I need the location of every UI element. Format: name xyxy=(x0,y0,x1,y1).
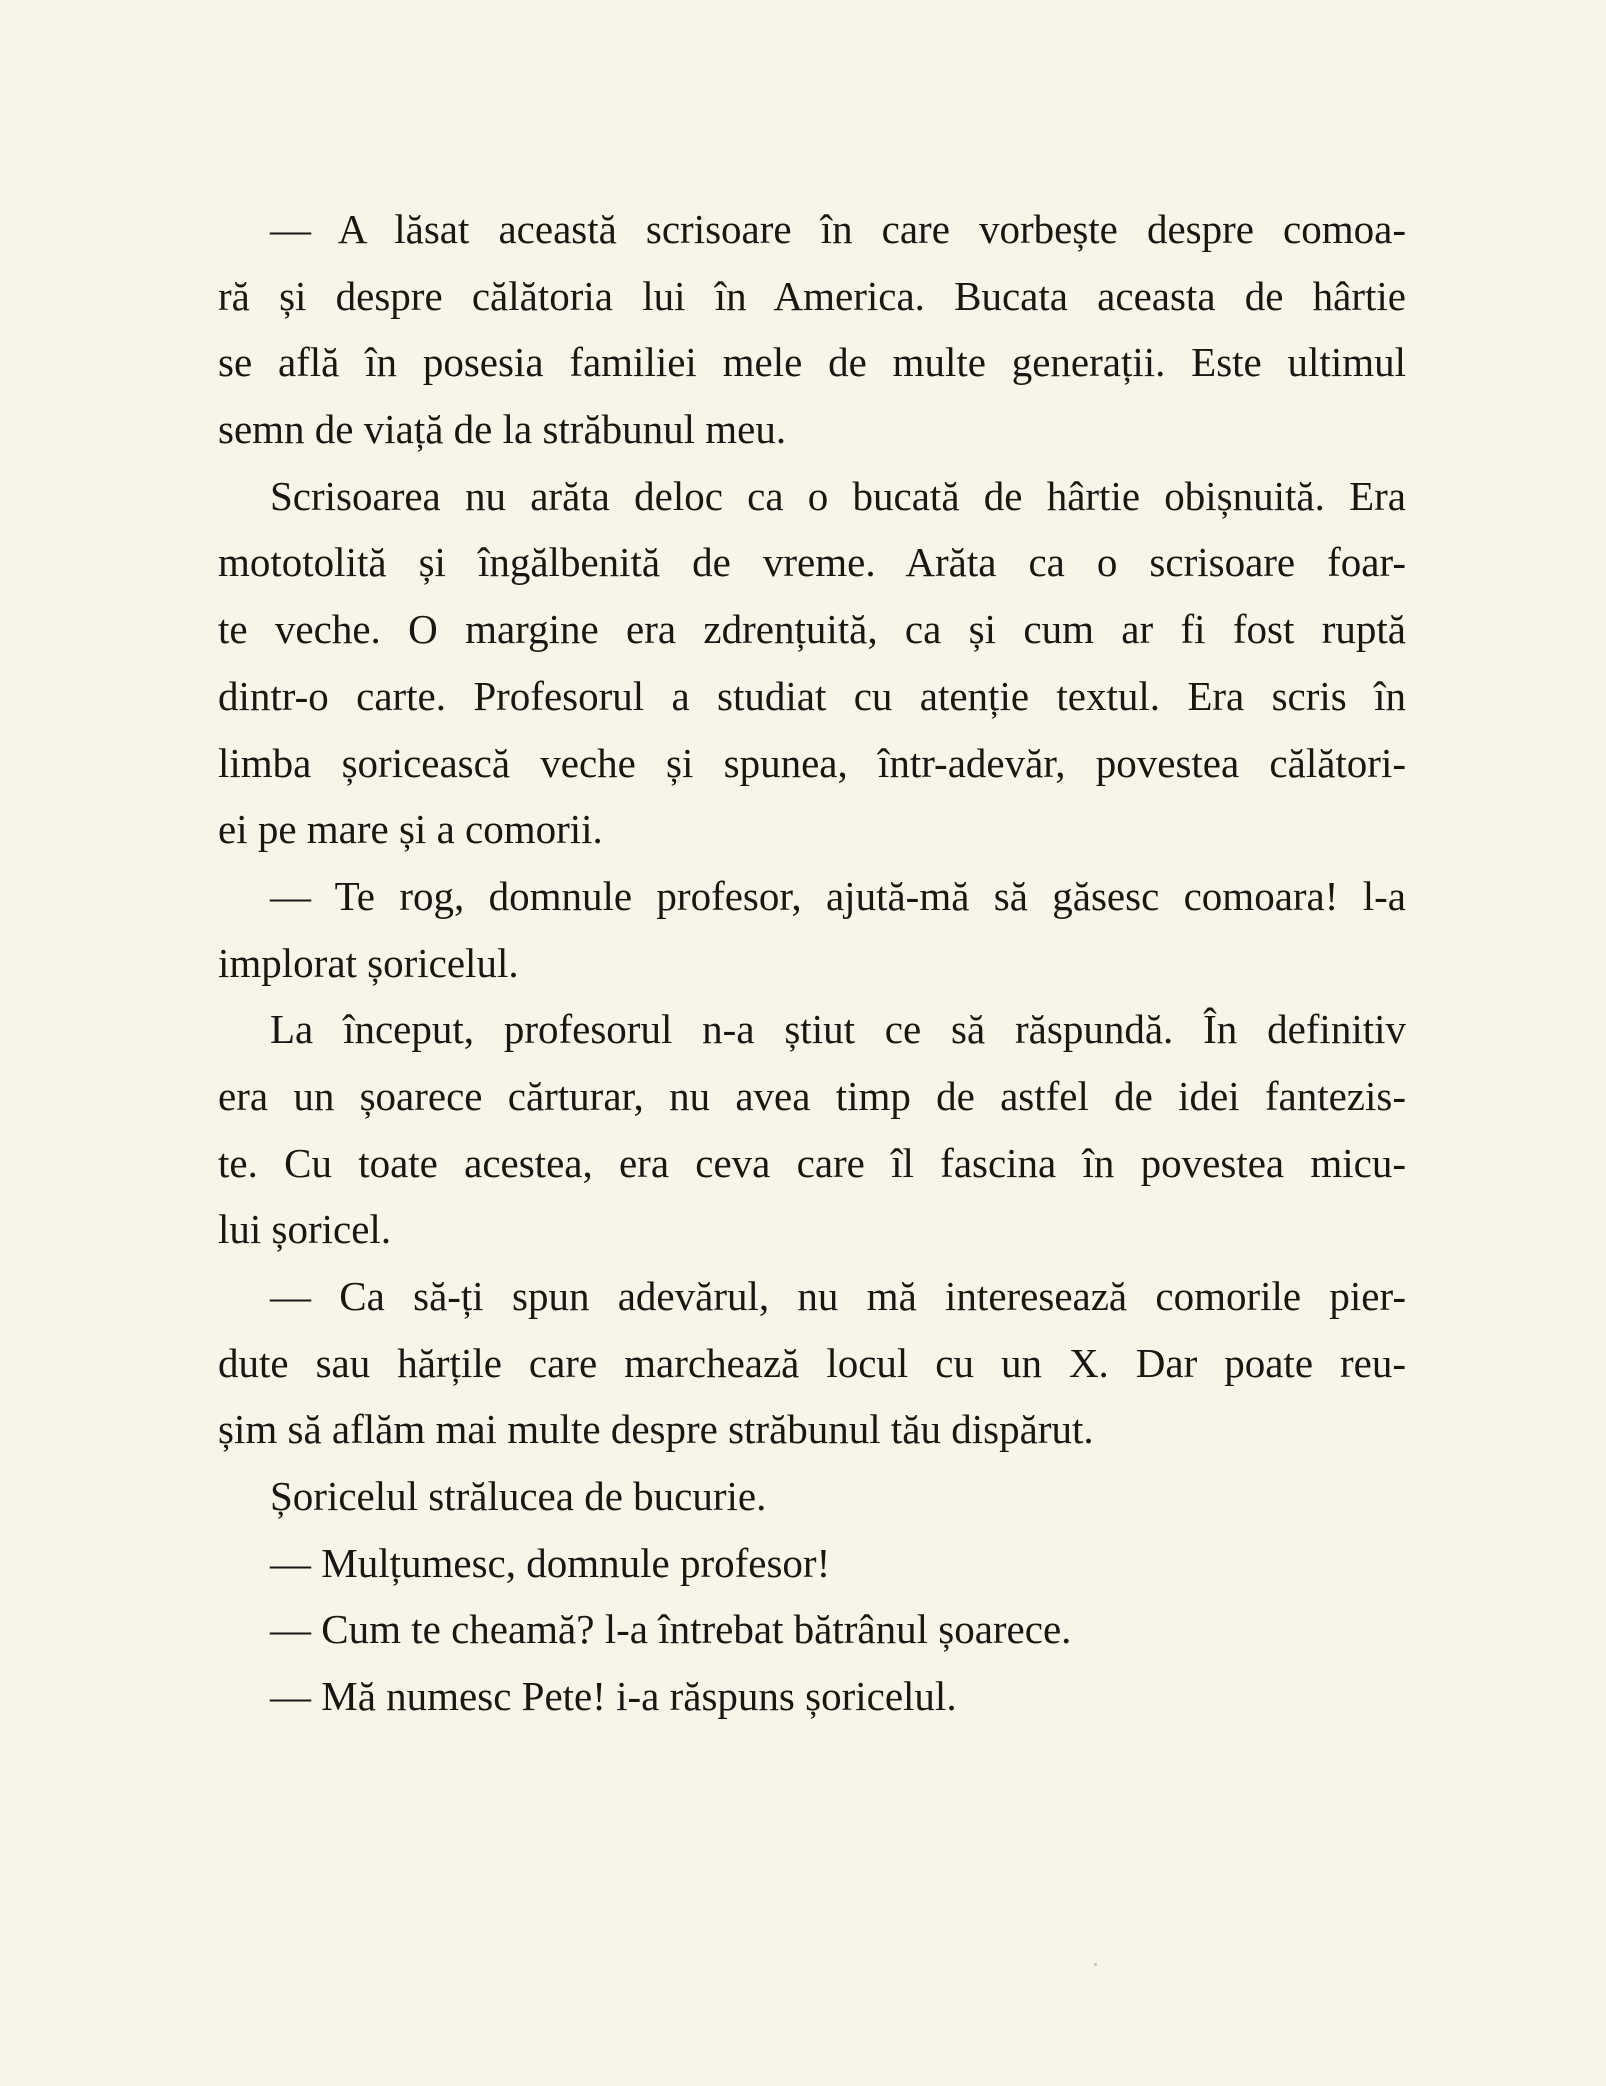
text-line: lui șoricel. xyxy=(218,1206,392,1253)
text-line: — Mă numesc Pete! i-a răspuns șoricelul. xyxy=(270,1673,957,1720)
text-line: dintr-o carte. Profesorul a studiat cu atenție textul. Era scris în xyxy=(218,672,1406,719)
text-line: — A lăsat această scrisoare în care vorbește despre comoa- xyxy=(270,206,1406,252)
text-line: semn de viață de la străbunul meu. xyxy=(218,406,787,453)
text-line: te. Cu toate acestea, era ceva care îl fascina în povestea micu- xyxy=(218,1139,1406,1186)
text-line: limba șoricească veche și spunea, într-adevăr, povestea călători- xyxy=(218,739,1406,786)
text-line: ei pe mare și a comorii. xyxy=(218,806,603,853)
text-line: — Ca să-ți spun adevărul, nu mă interesează comorile pier- xyxy=(270,1273,1406,1319)
text-line: Șoricelul strălucea de bucurie. xyxy=(270,1473,767,1520)
text-line: ră și despre călătoria lui în America. Bucata aceasta de hârtie xyxy=(218,272,1406,319)
body-text xyxy=(218,196,1406,1730)
text-line: se află în posesia familiei mele de multe generații. Este ultimul xyxy=(218,339,1406,386)
text-line: era un șoarece cărturar, nu avea timp de astfel de idei fantezis- xyxy=(218,1072,1406,1119)
text-line: dute sau hărțile care marchează locul cu un X. Dar poate reu- xyxy=(218,1339,1406,1386)
text-line: te veche. O margine era zdrențuită, ca și cum ar fi fost ruptă xyxy=(218,606,1406,653)
text-line: — Cum te cheamă? l-a întrebat bătrânul șoarece. xyxy=(270,1606,1072,1653)
text-line: Scrisoarea nu arăta deloc ca o bucată de hârtie obișnuită. Era xyxy=(270,472,1406,519)
text-line: implorat șoricelul. xyxy=(218,939,519,986)
text-line: — Te rog, domnule profesor, ajută-mă să găsesc comoara! l-a xyxy=(270,872,1406,919)
text-line: șim să aflăm mai multe despre străbunul tău dispărut. xyxy=(218,1406,1094,1453)
text-line: — Mulțumesc, domnule profesor! xyxy=(270,1539,831,1586)
text-line: La început, profesorul n-a știut ce să răspundă. În definitiv xyxy=(270,1006,1406,1053)
text-line: mototolită și îngălbenită de vreme. Arăta ca o scrisoare foar- xyxy=(218,539,1406,586)
paper-speck xyxy=(1094,1963,1097,1966)
